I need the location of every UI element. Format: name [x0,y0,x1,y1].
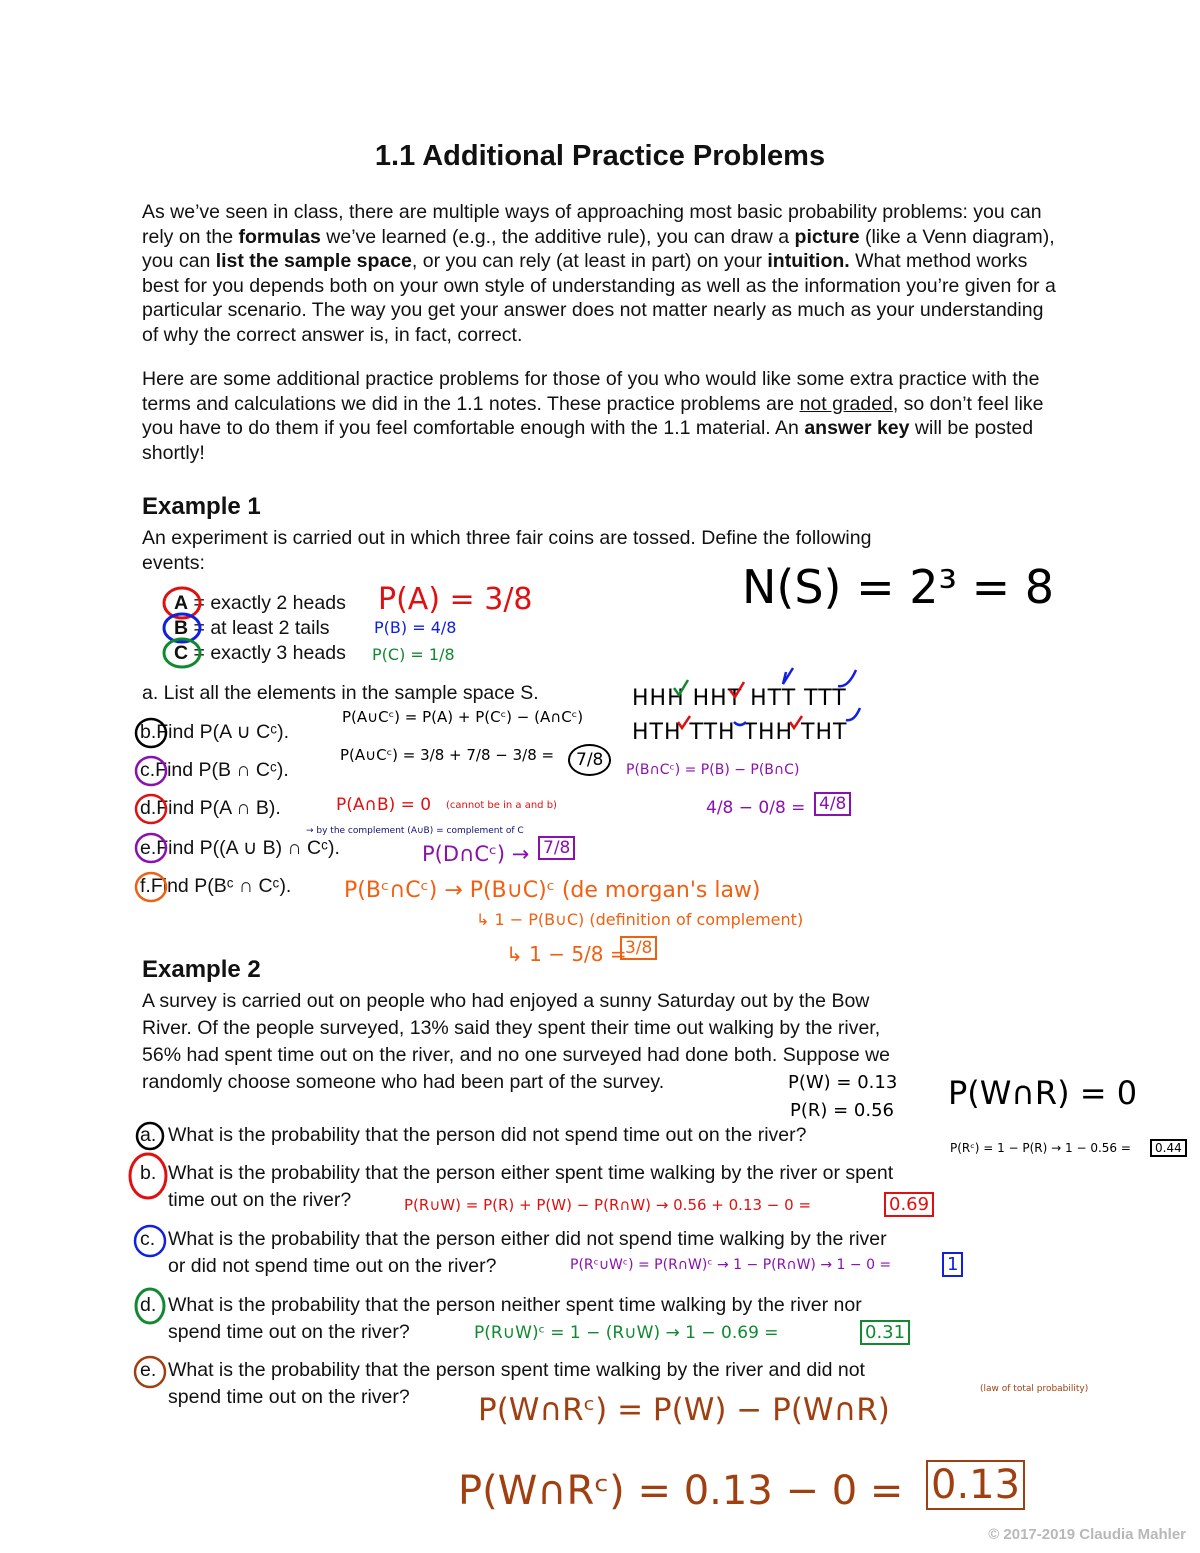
question-2b-line-1: What is the probability that the person either spent time walking by the river or spent [168,1162,894,1184]
intro-bold-term: list the sample space [215,250,412,272]
question-letter: b. [140,721,157,743]
hand-1c-line-1: P(B∩Cᶜ) = P(B) − P(B∩C) [626,762,800,778]
circle-1f [136,873,166,901]
checkmark-8 [846,708,860,720]
hand-pa: P(A) = 3/8 [378,582,533,617]
hand-2b-answer: 0.69 [884,1192,934,1217]
hand-1e-answer: 7/8 [538,836,575,860]
hand-1d-answer: P(A∩B) = 0 [336,795,432,815]
answer-key-text: answer key [804,417,910,439]
hand-pc: P(C) = 1/8 [372,645,455,664]
question-letter: f. [140,875,151,897]
circle-2a [137,1123,163,1149]
checkmark-7 [790,716,802,728]
intro-bold-term: formulas [238,225,321,248]
intro-text-segment: we’ve learned (e.g., the additive rule), you can draw a [320,225,795,248]
hand-1f-line-2: ↳ 1 − P(B∪C) (definition of complement) [476,910,804,929]
hand-2c-line: P(Rᶜ∪Wᶜ) = P(R∩W)ᶜ → 1 − P(R∩W) → 1 − 0 = [570,1257,892,1273]
hand-1e-line: P(D∩Cᶜ) → [422,842,530,866]
hand-1f-line-3: ↳ 1 − 5/8 = [506,942,627,966]
hand-1b-line-2: P(A∪Cᶜ) = 3/8 + 7/8 − 3/8 = [340,746,555,764]
question-2c-line-2: or did not spend time out on the river? [168,1255,497,1277]
example-2-line-2: River. Of the people surveyed, 13% said they spent their time out walking by the river, [142,1017,881,1039]
hand-2c-answer: 1 [942,1252,963,1277]
intro-bold-term: picture [794,225,860,248]
question-2c-letter: c. [140,1228,156,1250]
checkmark-5 [678,716,690,728]
question-text: Find P(A ∪ Cᶜ). [156,721,290,743]
hand-pwr: P(W∩R) = 0 [948,1074,1138,1112]
event-letter: A [174,592,189,614]
example-2-line-4: randomly choose someone who had been part of the survey. [142,1071,665,1093]
checkmark-4 [838,670,856,686]
intro-p2-text-c: will be posted shortly! [142,417,1034,464]
hand-2e-line-1: P(W∩Rᶜ) = P(W) − P(W∩R) [478,1392,890,1428]
question-2e-line-2: spend time out on the river? [168,1386,410,1408]
hand-1f-line-1: P(Bᶜ∩Cᶜ) → P(B∪C)ᶜ (de morgan's law) [344,878,761,903]
event-text: = exactly 3 heads [188,642,346,664]
hand-2a-line: P(Rᶜ) = 1 − P(R) → 1 − 0.56 = [950,1141,1131,1155]
question-2b-line-2: time out on the river? [168,1189,352,1211]
hand-1b-line-1: P(A∪Cᶜ) = P(A) + P(Cᶜ) − (A∩Cᶜ) [342,708,584,726]
circle-1d [136,795,166,823]
question-2e-letter: e. [140,1359,157,1381]
intro-p2-text-a: Here are some additional practice problems for those of you who would like some extra practice with the terms and calculations we did in the 1.1 notes. These practice problems are [142,368,1040,415]
checkmark-6 [734,722,746,725]
event-letter: C [174,642,189,664]
page-title: 1.1 Additional Practice Problems [374,140,826,172]
hand-1d-note: (cannot be in a and b) [446,800,557,811]
question-2d-line-1: What is the probability that the person neither spent time walking by the river nor [168,1294,862,1316]
circle-2c [135,1226,165,1256]
example-1-line-1: An experiment is carried out in which three fair coins are tossed. Define the following [142,527,872,549]
example-2-heading: Example 2 [142,956,261,983]
question-2d-letter: d. [140,1294,157,1316]
question-letter: d. [140,797,157,819]
hand-1f-answer: 3/8 [620,936,657,960]
hand-sample-row-2: HTH TTH THH THT [632,720,848,745]
checkmark-3 [783,668,793,684]
circle-2d [136,1289,164,1323]
question-2a-line-1: What is the probability that the person did not spend time out on the river? [168,1124,807,1146]
checkmark-1 [674,680,688,695]
hand-pr: P(R) = 0.56 [790,1100,895,1121]
hand-2d-line: P(R∪W)ᶜ = 1 − (R∪W) → 1 − 0.69 = [474,1323,779,1343]
checkmark-2 [730,682,744,697]
question-2a-letter: a. [140,1124,157,1146]
intro-bold-term: intuition. [767,250,850,272]
hand-2e-note: (law of total probability) [980,1384,1089,1394]
circle-1c [136,757,166,785]
intro-text-segment: What method works best for you depends both on your own style of understanding as well as the information you’re given for a particular scenario. The way you get your answer does not matter nearly as much as your understanding of why the correct answer is, in fact, correct. [142,250,1056,346]
hand-2b-line: P(R∪W) = P(R) + P(W) − P(R∩W) → 0.56 + 0.13 − 0 = [404,1196,812,1214]
hand-2e-answer: 0.13 [926,1460,1025,1510]
example-1-line-2: events: [142,552,205,574]
hand-2e-line-2: P(W∩Rᶜ) = 0.13 − 0 = [458,1468,904,1514]
question-2d-line-2: spend time out on the river? [168,1321,410,1343]
question-2b-letter: b. [140,1162,157,1184]
example-1-heading: Example 1 [142,493,261,520]
hand-2d-answer: 0.31 [860,1320,910,1345]
circle-1e [136,834,166,862]
hand-1c-answer: 4/8 [814,792,851,816]
question-letter: c. [140,759,156,781]
circle-2e [135,1357,165,1387]
not-graded-text: not graded [799,392,893,415]
hand-1c-line-2: 4/8 − 0/8 = [706,798,806,818]
copyright-footer: © 2017-2019 Claudia Mahler [988,1526,1186,1543]
question-letter: e. [140,837,157,859]
question-2e-line-1: What is the probability that the person spent time walking by the river and did not [168,1359,865,1381]
circle-2b [130,1154,166,1198]
question-2c-line-1: What is the probability that the person either did not spend time walking by the river [168,1228,887,1250]
intro-p2-text-b: , so don’t feel like you have to do them if you feel comfortable enough with the 1.1 material. An [142,392,1044,439]
question-text: Find P(A ∩ B). [156,797,281,819]
example-2-line-3: 56% had spent time out on the river, and no one surveyed had done both. Suppose we [142,1044,891,1066]
event-text: = at least 2 tails [188,617,330,639]
hand-sample-space-size: N(S) = 2³ = 8 [742,560,1055,614]
hand-2a-answer: 0.44 [1150,1139,1187,1157]
event-text: = exactly 2 heads [188,592,346,614]
hand-pb: P(B) = 4/8 [374,618,457,637]
hand-pw: P(W) = 0.13 [788,1072,898,1093]
question-text: Find P((A ∪ B) ∩ Cᶜ). [156,837,340,859]
event-letter: B [174,617,189,639]
circle-1b [136,719,166,747]
question-text: Find P(Bᶜ ∩ Cᶜ). [150,875,292,897]
hand-sample-row-1: HHH HHT HTT TTT [632,686,847,711]
question-1a: a. List all the elements in the sample space S. [142,682,539,704]
intro-text-segment: As we’ve seen in class, there are multiple ways of approaching most basic probability problems: you can rely on the [142,201,1042,248]
intro-text-segment: (like a Venn diagram), you can [142,225,1055,272]
example-2-line-1: A survey is carried out on people who had enjoyed a sunny Saturday out by the Bow [142,990,870,1012]
hand-1b-answer: 7/8 [568,744,611,776]
hand-1e-note: → by the complement (A∪B) = complement of C [306,826,524,836]
intro-text-segment: , or you can rely (at least in part) on your [411,250,768,272]
question-text: Find P(B ∩ Cᶜ). [155,759,289,781]
